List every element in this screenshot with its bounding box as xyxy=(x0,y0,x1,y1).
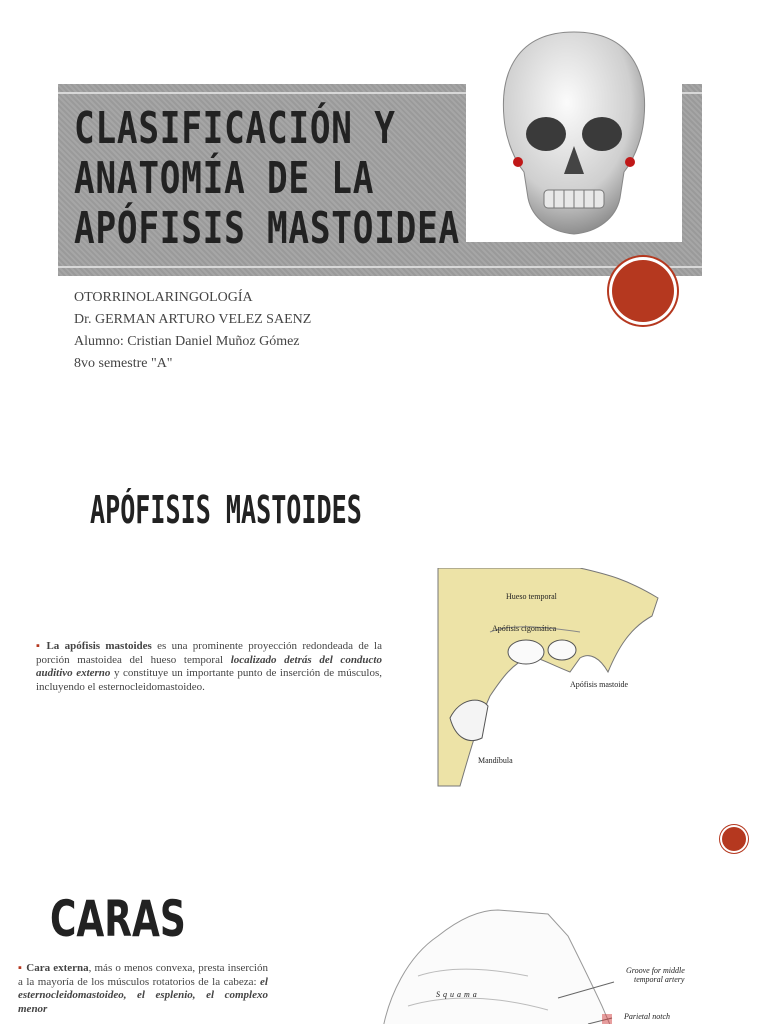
title-slide xyxy=(0,0,768,420)
decorative-red-circle xyxy=(612,260,674,322)
title-line-1: CLASIFICACIÓN Y xyxy=(74,103,396,154)
mastoid-slide xyxy=(0,420,768,860)
slide-title xyxy=(74,103,460,254)
skull-image xyxy=(466,22,682,242)
label-mastoid: Apófisis mastoide xyxy=(570,680,628,689)
label-temporal: Hueso temporal xyxy=(506,592,557,601)
bold-lead: Cara externa xyxy=(26,962,89,974)
bullet-paragraph xyxy=(36,640,382,694)
label-zygomatic: Apófisis cigomática xyxy=(492,624,557,633)
label-parietal: Parietal notch xyxy=(624,1012,670,1021)
slide-heading: APÓFISIS MASTOIDES xyxy=(90,488,362,532)
bullet-icon: ▪ xyxy=(36,640,43,652)
label-mandible: Mandíbula xyxy=(478,756,513,765)
subtitle-semester: 8vo semestre "A" xyxy=(74,356,173,371)
label-groove-2: temporal artery xyxy=(634,975,685,984)
bold-italic-segment: localizado detrás del conducto auditivo externo xyxy=(36,653,382,679)
subtitle-student: Alumno: Cristian Daniel Muñoz Gómez xyxy=(74,334,300,349)
title-line-3: APÓFISIS MASTOIDEA xyxy=(74,203,460,254)
faces-slide xyxy=(0,860,768,1024)
temporal-bone-illustration xyxy=(430,568,662,788)
temporal-bone-figure xyxy=(430,568,662,788)
bullet-paragraph xyxy=(18,962,268,1016)
text-segment: y constituye un importante punto de inserción de músculos, incluyendo el esternocleidomastoideo. xyxy=(36,667,382,693)
bold-lead: La apófisis mastoides xyxy=(46,640,152,652)
subtitle-block xyxy=(74,287,311,375)
decorative-red-circle xyxy=(722,827,746,851)
text-segment: es una prominente proyección redondeada de la porción mastoidea del hueso temporal xyxy=(36,640,382,666)
skull-illustration xyxy=(466,22,682,242)
text-segment: , más o menos convexa, presta inserción a la mayoría de los músculos rotatorios de la cabeza: xyxy=(18,962,268,988)
label-groove: Groove for middle xyxy=(626,966,685,975)
squama-illustration xyxy=(378,906,724,1024)
label-squama: Squama xyxy=(436,990,480,999)
bold-italic-segment: el esternocleidomastoideo, el esplenio, el complexo menor xyxy=(18,975,268,1015)
squama-figure xyxy=(378,906,724,1024)
subtitle-subject: OTORRINOLARINGOLOGÍA xyxy=(74,290,253,305)
title-line-2: ANATOMÍA DE LA xyxy=(74,153,375,204)
slide-heading: CARAS xyxy=(50,890,186,948)
subtitle-doctor: Dr. GERMAN ARTURO VELEZ SAENZ xyxy=(74,312,312,327)
title-band-rule-bottom xyxy=(58,266,702,268)
bullet-icon: ▪ xyxy=(18,962,23,974)
